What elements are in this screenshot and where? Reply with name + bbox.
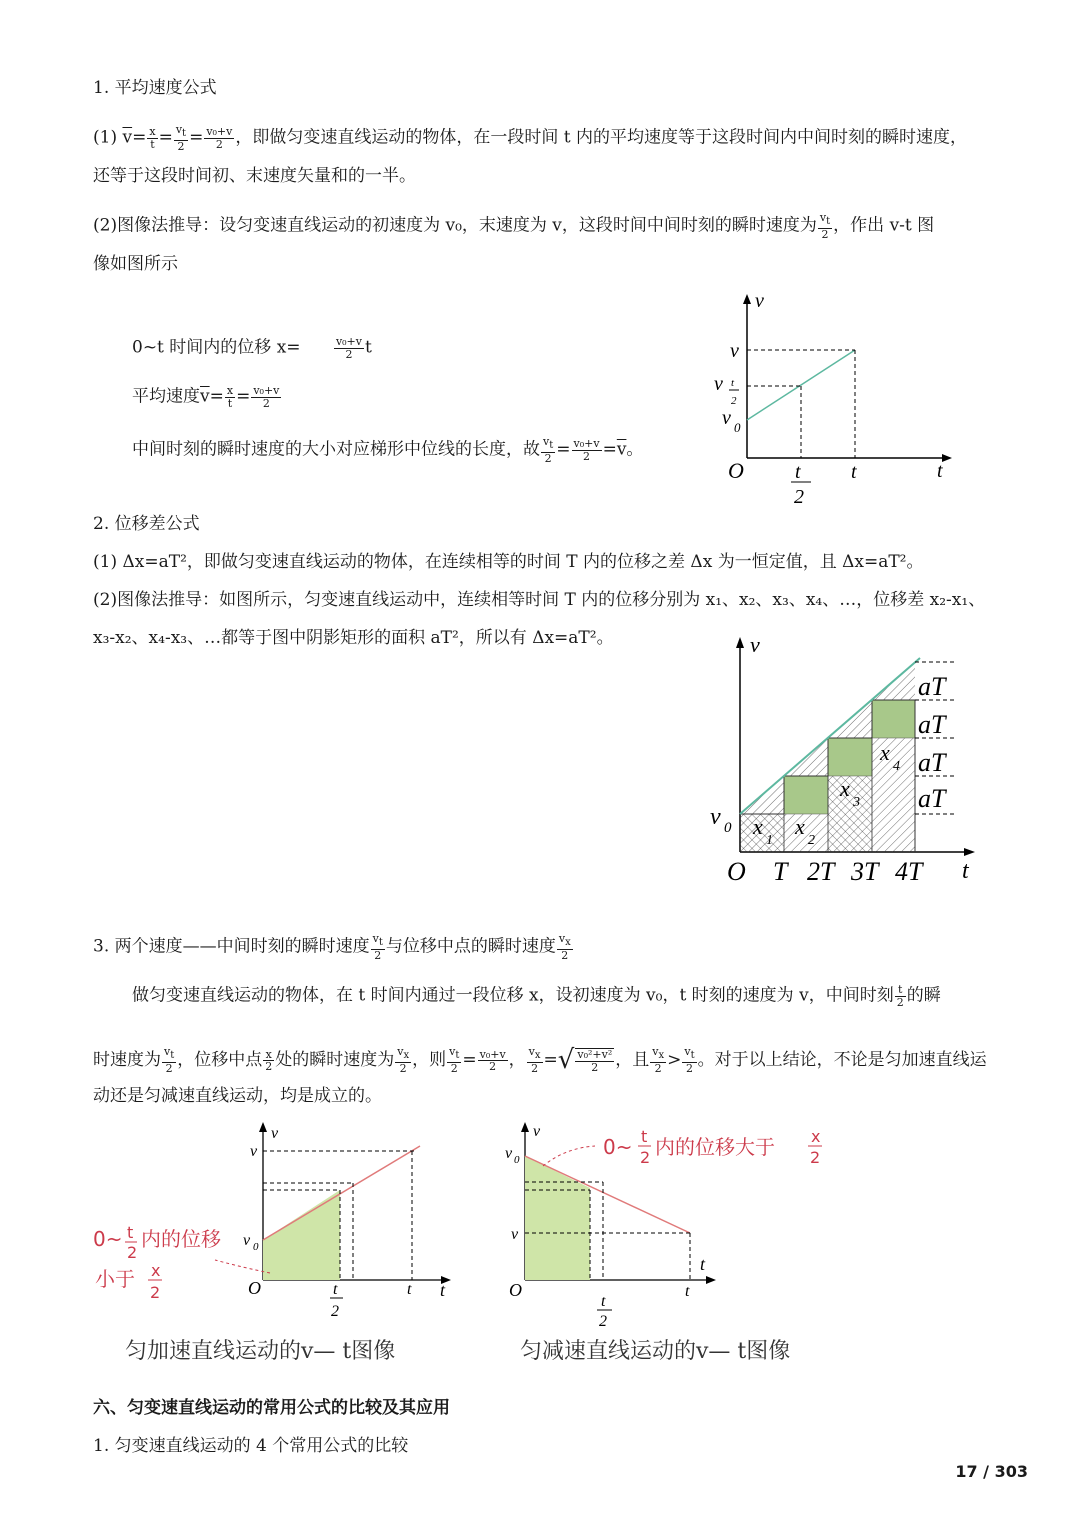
text: ，位移中点 [177,1050,263,1071]
equals: = [189,127,204,148]
origin-label: O [727,857,746,886]
equals: = [158,127,173,148]
caption-accelerating: 匀加速直线运动的v— t图像 [125,1339,396,1364]
t-axis-label: t [962,858,969,884]
section-6-sub1: 1. 匀变速直线运动的 4 个常用公式的比较 [93,1436,409,1456]
paragraph-prefix: (1) [93,127,123,148]
origin-label: O [248,1278,261,1298]
handwritten-note-1: 0~ [93,1227,123,1251]
v-axis-label: v [750,632,760,657]
fraction-x-2: $\frac{x}{2}$ [265,1047,273,1074]
text: 时速度为 [93,1050,161,1071]
t-label: t [407,1281,412,1298]
origin-label: O [728,458,744,483]
fraction-x-t: $\frac{x}{t}$ [149,125,156,151]
x4-label: x [880,740,890,765]
section-3-p2 [93,1045,987,1076]
note-x-d: 2 [810,1148,821,1167]
equals: = [602,439,617,460]
formula-tail: 。 [626,439,644,460]
fraction-v0v-2: $\frac{\text{v₀+v}}{2}$ [253,384,280,410]
text: 处的瞬时速度为 [275,1050,395,1071]
t-half-d: 2 [599,1313,607,1330]
x2-sub: 2 [808,833,815,848]
aT-label-4: aT [918,784,946,813]
handwritten-note-mid: 内的位移大于 [655,1135,775,1159]
v-axis-label: v [271,1125,279,1142]
x2-label: x [795,814,805,839]
fraction-v0v-2: $\frac{\text{v₀+v}}{2}$ [206,125,233,151]
v-half-label: v [714,373,723,395]
aT-label-3: aT [918,748,946,777]
note-x-d: 2 [150,1283,161,1302]
v-half-sub-d: 2 [731,395,737,407]
formula-average-velocity [132,385,282,409]
v-axis-label: v [533,1123,541,1140]
note-t-n: t [641,1127,648,1146]
v0-sub: 0 [253,1241,259,1253]
tick-4T: 4T [895,857,923,886]
fraction-v0v-2: $\frac{\text{v₀+v}}{2}$ [335,335,362,361]
x1-sub: 1 [766,833,773,848]
paragraph-tail: ，作出 v-t 图 [833,215,935,236]
equals: = [132,127,147,148]
fraction-vt-2: $\frac{v_t}{2}$ [164,1045,175,1076]
vbar: $\overline{v}$ [122,127,133,148]
v-label: v [730,340,739,362]
note-x-n: x [151,1261,161,1280]
paragraph-2-line-1 [93,212,934,240]
v0-label: v [722,407,731,429]
title-text: 3. 两个速度——中间时刻的瞬时速度 [93,936,370,957]
formula-text: 中间时刻的瞬时速度的大小对应梯形中位线的长度，故 [132,439,540,460]
t-half-n: t [795,461,801,483]
section-3-p3: 动还是匀减速直线运动，均是成立的。 [93,1086,382,1106]
formula-displacement [132,336,372,360]
fraction-vx-2: $\frac{v_x}{2}$ [652,1045,665,1076]
t-half-d: 2 [794,486,804,508]
section-2-p1: (1) Δx=aT²，即做匀变速直线运动的物体，在连续相等的时间 T 内的位移之差 Δx 为一恒定值，且 Δx=aT²。 [93,552,924,572]
equals: = [556,439,571,460]
formula-midline [132,436,643,464]
fraction-v0v-2: $\frac{\text{v₀+v}}{2}$ [479,1047,506,1074]
fraction-vx-2: $\frac{v_x}{2}$ [528,1045,541,1076]
v0-sub: 0 [724,820,732,836]
note-t-d: 2 [127,1243,138,1262]
text: ，且 [615,1050,650,1071]
fraction-vt-2: $\frac{v_t}{2}$ [175,123,187,153]
fraction-vx-2: $\frac{v_x}{2}$ [397,1045,410,1076]
tick-2T: 2T [807,857,835,886]
t-tick-label: t [851,461,857,483]
x4-sub: 4 [893,759,900,774]
v0-sub: 0 [734,420,741,435]
figure-accelerating-vt [85,1118,465,1368]
tick-T: T [773,857,788,886]
text: ，则 [412,1050,447,1071]
x1-label: x [753,814,763,839]
title-text: 与位移中点的瞬时速度 [385,936,556,957]
text: ， [508,1050,526,1071]
figure-displacement-difference [705,632,985,892]
t-half-n: t [601,1293,606,1310]
formula-text: 平均速度 [132,386,200,407]
paragraph-text: ，即做匀变速直线运动的物体，在一段时间 t 内的平均速度等于这段时间内中间时刻的瞬时速度， [235,127,968,148]
formula-suffix: t [365,337,372,358]
t-axis-label: t [937,460,943,482]
page-number: 17 / 303 [955,1462,1028,1481]
note-x-n: x [811,1127,821,1146]
section-2-p3: x₃-x₂、x₄-x₃、…都等于图中阴影矩形的面积 aT²，所以有 Δx=aT²。 [93,628,614,648]
t-half-d: 2 [331,1303,339,1320]
v-label: v [511,1226,519,1243]
v-half-sub-n: t [731,377,735,389]
v0-label: v [505,1145,513,1162]
equals: = [462,1050,477,1071]
caption-decelerating: 匀减速直线运动的v— t图像 [520,1339,791,1364]
section-2-title: 2. 位移差公式 [93,514,200,534]
section-2-p2: (2)图像法推导：如图所示，匀变速直线运动中，连续相等时间 T 内的位移分别为 x₁、x₂、x₃、x₄、…，位移差 x₂-x₁、 [93,590,986,610]
vbar: $\overline{v}$ [200,386,210,407]
t-axis-label: t [700,1254,706,1274]
fraction-vt-2: $\frac{v_t}{2}$ [819,211,831,241]
handwritten-note-2: 小于 [95,1267,135,1291]
paragraph-text: 做匀变速直线运动的物体，在 t 时间内通过一段位移 x，设初速度为 v₀，t 时刻的速度为 v，中间时刻 [132,985,894,1006]
x3-label: x [840,776,850,801]
v0-label: v [243,1232,251,1249]
paragraph-1-line-1 [93,124,967,152]
figure-decelerating-vt [495,1118,835,1368]
aT-label-2: aT [918,710,946,739]
handwritten-note: 0~ [603,1135,633,1159]
fraction-vt-2: $\frac{v_t}{2}$ [543,435,554,465]
section-1-title: 1. 平均速度公式 [93,78,217,98]
origin-label: O [509,1280,522,1300]
v0-label: v [710,804,721,830]
equals: = [543,1050,558,1071]
fraction-vt-2: $\frac{v_t}{2}$ [449,1045,460,1076]
fraction-vt-2: $\frac{v_t}{2}$ [684,1045,695,1076]
fraction-vx-2: $\frac{v_x}{2}$ [558,932,571,962]
v-axis-label: v [755,290,764,312]
sqrt-sign: √ [557,1045,575,1075]
t-axis-label: t [440,1280,446,1300]
paragraph-2-line-2: 像如图所示 [93,254,178,274]
equals: = [209,386,224,407]
paragraph-tail: 的瞬 [906,985,941,1006]
fraction-sqrt: $\frac{\text{v₀²+v²}}{2}$ [577,1048,613,1074]
paragraph-text: (2)图像法推导：设匀变速直线运动的初速度为 v₀，末速度为 v，这段时间中间时刻的瞬时速度为 [93,215,817,236]
aT-label-1: aT [918,672,946,701]
t-half-n: t [333,1281,338,1298]
note-t-n: t [127,1223,134,1242]
tick-3T: 3T [851,857,879,886]
note-t-d: 2 [640,1148,651,1167]
x3-sub: 3 [853,795,860,810]
fraction-v0v-2: $\frac{\text{v₀+v}}{2}$ [573,437,600,463]
fraction-x-t: $\frac{x}{t}$ [226,384,234,410]
handwritten-note-1-tail: 内的位移 [141,1227,221,1251]
figure-vt-trapezoid [700,290,960,510]
equals: = [236,386,251,407]
fraction-t-2: $\frac{t}{2}$ [896,983,904,1009]
text: 。对于以上结论，不论是匀加速直线运 [697,1050,987,1071]
section-3-p1 [132,984,941,1008]
t-label: t [685,1283,690,1300]
greater-than: > [667,1050,682,1071]
section-6-heading: 六、匀变速直线运动的常用公式的比较及其应用 [93,1398,450,1418]
formula-text: 0~t 时间内的位移 x= [132,337,301,358]
paragraph-1-line-2: 还等于这段时间初、末速度矢量和的一半。 [93,166,416,186]
vbar: $\overline{v}$ [616,439,627,460]
v0-sub: 0 [514,1154,520,1166]
fraction-vt-2: $\frac{v_t}{2}$ [372,932,383,962]
section-3-title [93,933,574,961]
v-label: v [250,1143,258,1160]
